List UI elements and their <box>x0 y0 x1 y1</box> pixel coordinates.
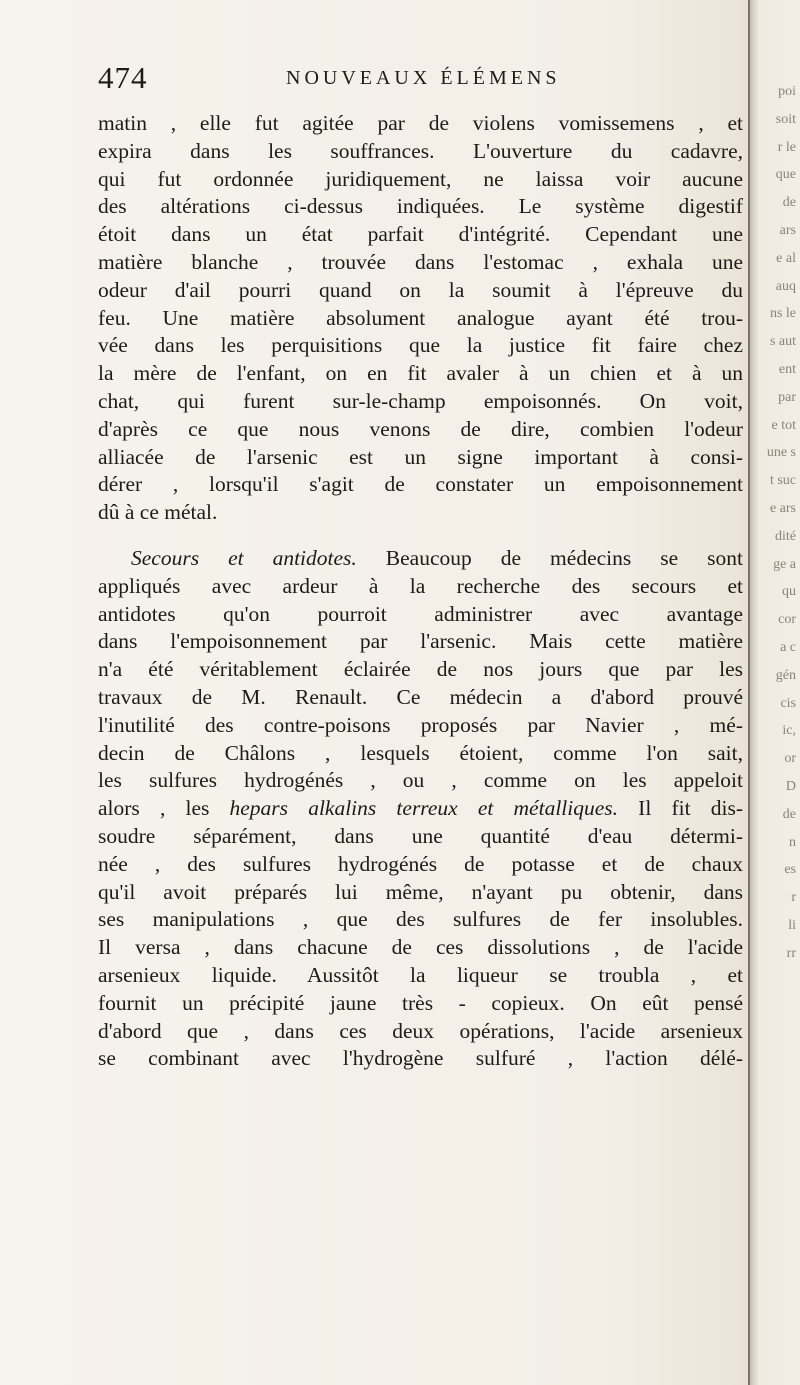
bleed-fragment: par <box>778 389 796 405</box>
bleed-fragment: cis <box>780 695 796 711</box>
text-line: qu'il avoit préparés lui même, n'ayant pu obtenir, dans <box>98 879 743 904</box>
text-line: fournit un précipité jaune très - copieux. On eût pensé <box>98 990 743 1015</box>
text-line: soudre séparément, dans une quantité d'eau détermi- <box>98 823 743 848</box>
page-gutter <box>748 0 800 1385</box>
text-line <box>98 795 743 823</box>
text-line: alliacée de l'arsenic est un signe important à consi- <box>98 444 743 469</box>
text-line: d'abord que , dans ces deux opérations, l'acide arsenieux <box>98 1018 743 1043</box>
text-line: antidotes qu'on pourroit administrer avec avantage <box>98 601 743 626</box>
text-line: qui fut ordonnée juridiquement, ne laissa voir aucune <box>98 166 743 191</box>
heading-line-rest: Beaucoup de médecins se sont <box>356 545 743 570</box>
text-line: decin de Châlons , lesquels étoient, comme l'on sait, <box>98 740 743 765</box>
text-line: matin , elle fut agitée par de violens vomissemens , et <box>98 111 743 135</box>
text-line: la mère de l'enfant, on en fit avaler à un chien et à un <box>98 361 743 386</box>
text-line: d'après ce que nous venons de dire, combien l'odeur <box>98 416 743 441</box>
text-line: dû à ce métal. <box>98 500 218 525</box>
body-text <box>98 110 743 1073</box>
bleed-fragment: de <box>782 195 796 211</box>
paragraph-2 <box>98 545 743 1073</box>
text-line <box>98 545 743 573</box>
text-line: expira dans les souffrances. L'ouverture du cadavre, <box>98 138 743 163</box>
bleed-fragment: e ars <box>769 500 796 516</box>
bleed-fragment: que <box>775 167 796 183</box>
bleed-fragment: de <box>782 806 796 822</box>
bleed-fragment: r le <box>777 139 796 155</box>
bleed-fragment: gén <box>775 667 796 683</box>
paragraph-1 <box>98 110 743 527</box>
text-line: travaux de M. Renault. Ce médecin a d'abord prouvé <box>98 684 743 709</box>
section-heading: Secours et antidotes. <box>131 545 357 570</box>
text-line: chat, qui furent sur-le-champ empoisonnés. On voit, <box>98 388 743 413</box>
bleed-fragment: une s <box>766 445 796 461</box>
bleed-fragment: dité <box>775 528 796 544</box>
bleed-fragment: t suc <box>769 473 796 489</box>
bleed-fragment: li <box>788 917 796 933</box>
bleed-fragment: poi <box>778 84 796 99</box>
bleed-fragment: r <box>791 890 796 906</box>
text-line: matière blanche , trouvée dans l'estomac , exhala une <box>98 249 743 274</box>
bleed-fragment: ars <box>779 222 796 238</box>
text-line: se combinant avec l'hydrogène sulfuré , l'action délé- <box>98 1046 743 1071</box>
bleed-fragment: ns le <box>769 306 796 322</box>
bleed-fragment: auq <box>775 278 796 294</box>
text-line: dérer , lorsqu'il s'agit de constater un empoisonnement <box>98 472 743 497</box>
text-line: des altérations ci-dessus indiquées. Le système digestif <box>98 194 743 219</box>
bleed-fragment: qu <box>782 584 796 600</box>
bleed-fragment: e al <box>776 250 796 266</box>
line-before-italic: alors , les <box>98 796 230 821</box>
italic-term: hepars alkalins terreux et métalliques. <box>229 796 619 821</box>
bleed-fragment: ic, <box>782 723 796 739</box>
text-line: n'a été véritablement éclairée de nos jours que par les <box>98 657 743 682</box>
text-line: née , des sulfures hydrogénés de potasse et de chaux <box>98 851 743 876</box>
page-number: 474 <box>98 60 148 95</box>
text-line: odeur d'ail pourri quand on la soumit à l'épreuve du <box>98 277 743 302</box>
bleed-fragment: a c <box>780 639 796 655</box>
text-line: vée dans les perquisitions que la justice fit faire chez <box>98 333 743 358</box>
bleed-fragment: ge a <box>773 556 796 572</box>
text-line: Il versa , dans chacune de ces dissolutions , de l'acide <box>98 935 743 960</box>
text-line: appliqués avec ardeur à la recherche des secours et <box>98 573 743 598</box>
bleed-fragment: e tot <box>771 417 796 433</box>
line-after-italic: Il fit dis- <box>618 796 743 821</box>
bleed-fragment: es <box>784 862 796 878</box>
text-line: étoit dans un état parfait d'intégrité. Cependant une <box>98 222 743 247</box>
text-line: arsenieux liquide. Aussitôt la liqueur se troubla , et <box>98 962 743 987</box>
paragraph-2-lines-after <box>98 823 743 1073</box>
paragraph-2-lines <box>98 573 743 795</box>
page-header <box>98 58 743 98</box>
text-line: feu. Une matière absolument analogue ayant été trou- <box>98 305 743 330</box>
text-line: dans l'empoisonnement par l'arsenic. Mais cette matière <box>98 629 743 654</box>
bleed-fragment: or <box>784 751 796 767</box>
bleed-fragment: soit <box>775 111 796 127</box>
bleed-fragment: rr <box>786 945 796 961</box>
bleed-fragment: ent <box>778 361 796 377</box>
text-line: l'inutilité des contre-poisons proposés par Navier , mé- <box>98 712 743 737</box>
text-line: ses manipulations , que des sulfures de fer insolubles. <box>98 907 743 932</box>
running-head: NOUVEAUX ÉLÉMENS <box>286 67 561 89</box>
bleed-through-text <box>754 80 796 970</box>
text-line: les sulfures hydrogénés , ou , comme on les appeloit <box>98 768 743 793</box>
bleed-fragment: cor <box>778 612 796 628</box>
bleed-fragment: n <box>789 834 796 850</box>
paragraph-gap <box>98 527 743 545</box>
bleed-fragment: D <box>785 778 796 794</box>
bleed-fragment: s aut <box>769 334 796 350</box>
